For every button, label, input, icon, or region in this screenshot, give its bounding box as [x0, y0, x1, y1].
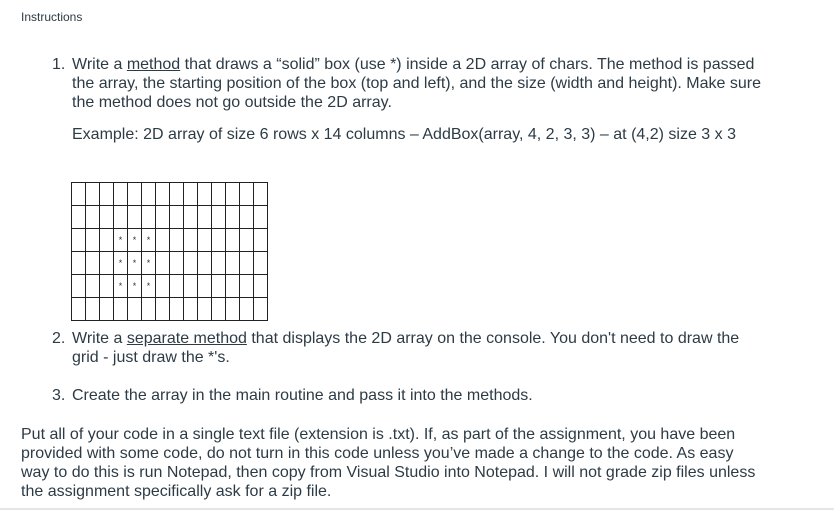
grid-cell: [71, 274, 86, 298]
grid-cell: [169, 182, 184, 206]
grid-cell: [99, 251, 114, 275]
grid-cell: [85, 228, 100, 252]
grid-cell: [71, 182, 86, 206]
item-number: 2.: [52, 330, 66, 347]
separate-method-link[interactable]: separate method: [126, 330, 247, 347]
grid-cell: [155, 228, 170, 252]
grid-cell: [85, 251, 100, 275]
grid-cell: [155, 182, 170, 206]
grid-cell: [99, 228, 114, 252]
grid-cell: [71, 251, 86, 275]
grid-cell: [239, 228, 254, 252]
grid-cell: [141, 205, 156, 229]
grid-cell: [169, 274, 184, 298]
grid-cell: *: [127, 228, 142, 252]
grid-cell: [239, 274, 254, 298]
grid-cell: [169, 228, 184, 252]
grid-cell: [155, 251, 170, 275]
grid-cell: [225, 205, 240, 229]
grid-cell: [253, 205, 268, 229]
grid-cell: [225, 228, 240, 252]
grid-cell: [197, 297, 212, 321]
grid-cell: [99, 182, 114, 206]
grid-cell: *: [127, 274, 142, 298]
grid-cell: [239, 297, 254, 321]
grid-cell: [253, 182, 268, 206]
grid-cell: [197, 251, 212, 275]
item-text-part: that displays the 2D array on the console. You don't need to draw the grid - just draw the *'s.: [72, 330, 740, 366]
grid-cell: *: [141, 251, 156, 275]
grid-cell: [239, 251, 254, 275]
grid-cell: [253, 228, 268, 252]
grid-cell: [225, 251, 240, 275]
instruction-item-1: [52, 55, 762, 112]
item-number: 1.: [52, 56, 66, 73]
instruction-item-3: [52, 386, 762, 405]
grid-cell: [239, 182, 254, 206]
grid-cell: [155, 274, 170, 298]
grid-cell: [71, 205, 86, 229]
grid-cell: [197, 205, 212, 229]
grid-cell: [197, 182, 212, 206]
instruction-item-2: [52, 329, 762, 367]
grid-cell: [169, 251, 184, 275]
grid-cell: [183, 251, 198, 275]
grid-cell: [113, 205, 128, 229]
item-text-part: Write a: [72, 330, 127, 347]
grid-cell: [71, 228, 86, 252]
submission-note: Put all of your code in a single text file (extension is .txt). If, as part of the assignment, you have been provided with some code, do not turn in this code unless you’ve made a change to the code. As easy way to do this is run Notepad, then copy from Visual Studio into Notepad. I will not grade zip files unless the assignment specifically ask for a zip file.: [21, 426, 756, 500]
grid-cell: [141, 297, 156, 321]
grid-cell: *: [113, 251, 128, 275]
grid-cell: [169, 205, 184, 229]
grid-cell: [113, 297, 128, 321]
grid-cell: *: [141, 274, 156, 298]
grid-cell: [85, 297, 100, 321]
array-grid: [71, 182, 265, 320]
instructions-heading: Instructions: [21, 10, 83, 24]
grid-cell: [183, 297, 198, 321]
grid-cell: [127, 297, 142, 321]
grid-cell: [211, 274, 226, 298]
method-link[interactable]: method: [126, 56, 181, 73]
grid-cell: *: [127, 251, 142, 275]
grid-cell: [155, 205, 170, 229]
grid-cell: [211, 251, 226, 275]
grid-cell: [225, 182, 240, 206]
grid-cell: [113, 182, 128, 206]
grid-cell: [169, 297, 184, 321]
grid-cell: *: [113, 228, 128, 252]
item-text: Create the array in the main routine and pass it into the methods.: [72, 387, 533, 404]
grid-cell: *: [141, 228, 156, 252]
item-text: [72, 329, 762, 367]
grid-cell: [155, 297, 170, 321]
item-text-part: Write a: [72, 56, 127, 73]
item-text: [72, 55, 762, 112]
grid-cell: [253, 274, 268, 298]
grid-cell: [183, 205, 198, 229]
grid-cell: [85, 205, 100, 229]
grid-cell: [211, 205, 226, 229]
grid-cell: [99, 205, 114, 229]
item-text-part: that draws a “solid” box (use *) inside a 2D array of chars. The method is passed the array, the starting position of the box (top and left), and the size (width and height). Make sure the method does not go outside the 2D array.: [72, 56, 761, 111]
grid-cell: [253, 297, 268, 321]
grid-cell: [127, 205, 142, 229]
grid-cell: [99, 297, 114, 321]
grid-cell: *: [113, 274, 128, 298]
grid-cell: [85, 274, 100, 298]
grid-cell: [225, 297, 240, 321]
grid-cell: [99, 274, 114, 298]
grid-cell: [253, 251, 268, 275]
grid-cell: [71, 297, 86, 321]
grid-cell: [183, 228, 198, 252]
grid-cell: [127, 182, 142, 206]
grid-cell: [211, 297, 226, 321]
grid-cell: [183, 274, 198, 298]
grid-cell: [183, 182, 198, 206]
grid-cell: [85, 182, 100, 206]
grid-cell: [197, 228, 212, 252]
grid-cell: [197, 274, 212, 298]
grid-cell: [225, 274, 240, 298]
grid-cell: [211, 228, 226, 252]
grid-cell: [239, 205, 254, 229]
item-number: 3.: [52, 387, 66, 404]
grid-cell: [141, 182, 156, 206]
example-text: Example: 2D array of size 6 rows x 14 columns – AddBox(array, 4, 2, 3, 3) – at (4,2) size 3 x 3: [72, 126, 736, 143]
grid-cell: [211, 182, 226, 206]
